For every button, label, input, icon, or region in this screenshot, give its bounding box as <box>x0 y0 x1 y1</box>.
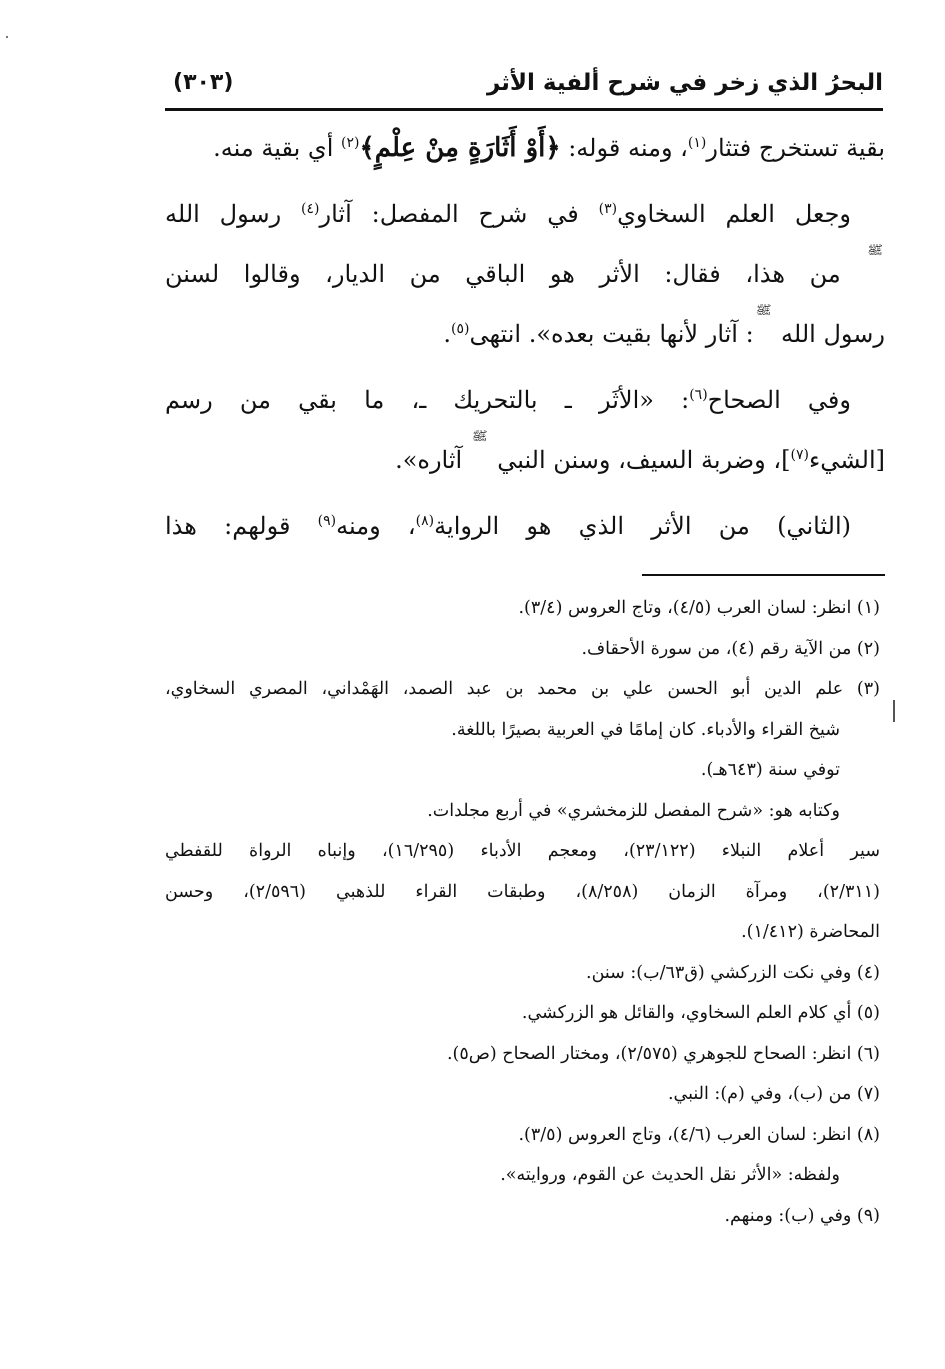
footnote-3: (٣) علم الدين أبو الحسن علي بن محمد بن عبد الصمد، الهَمْداني، المصري السخاوي، <box>165 679 880 699</box>
body-text: ، ومنه قوله: <box>560 134 688 162</box>
body-line-6 <box>165 430 885 490</box>
body-text: ، ومنه <box>336 512 416 540</box>
footnote-ref-3[interactable]: (٣) <box>598 201 618 217</box>
footnote-3-cont: توفي سنة (٦٤٣هـ). <box>700 760 840 780</box>
footnote-ref-8[interactable]: (٨) <box>415 513 435 529</box>
body-line-7 <box>165 496 885 556</box>
footnote-9: (٩) وفي (ب): ومنهم. <box>724 1205 880 1226</box>
footnote-1: (١) انظر: لسان العرب (٤/٥)، وتاج العروس (٣/٤). <box>518 598 880 618</box>
body-line-3 <box>165 244 885 304</box>
body-line-1 <box>165 118 885 178</box>
main-text <box>165 118 885 556</box>
footnote-3-sources: المحاضرة (١/٤١٢). <box>741 922 880 942</box>
body-text: رسول الله <box>165 200 302 228</box>
body-text: . <box>443 320 451 348</box>
footnote-2: (٢) من الآية رقم (٤)، من سورة الأحقاف. <box>581 638 880 659</box>
body-line-5 <box>165 370 885 430</box>
scan-speck <box>6 36 8 38</box>
body-text: : «الأثَر ـ بالتحريك ـ، ما بقي من رسم <box>165 386 690 414</box>
footnote-ref-9[interactable]: (٩) <box>317 513 337 529</box>
body-text: رسول الله <box>773 320 885 348</box>
running-title: البحرُ الذي زخر في شرح ألفية الأثر <box>486 70 883 96</box>
footnote-3-sources: سير أعلام النبلاء (٢٣/١٢٢)، ومعجم الأدباء (١٦/٢٩٥)، وإنباه الرواة للقفطي <box>165 841 880 861</box>
page-header <box>165 68 883 111</box>
body-text: (الثاني) من الأثر الذي هو الرواية <box>434 512 852 540</box>
footnotes <box>165 588 880 1236</box>
footnote-ref-1[interactable]: (١) <box>687 135 707 151</box>
footnote-6: (٦) انظر: الصحاح للجوهري (٢/٥٧٥)، ومختار الصحاح (ص٥). <box>446 1043 880 1064</box>
page-number: (٣٠٣) <box>173 70 234 95</box>
body-text: أي بقية منه. <box>213 134 342 162</box>
body-text: [الشيء <box>808 446 885 474</box>
body-text: : آثار لأنها بقيت بعده». انتهى <box>469 320 754 348</box>
footnote-3-cont: شيخ القراء والأدباء. كان إمامًا في العربية بصيرًا باللغة. <box>451 719 840 740</box>
footnote-ref-5[interactable]: (٥) <box>450 321 470 337</box>
margin-mark <box>893 700 895 722</box>
body-text: من هذا، فقال: الأثر هو الباقي من الديار، وقالوا لسنن <box>165 260 866 288</box>
body-text: وفي الصحاح <box>707 386 851 414</box>
footnote-4: (٤) وفي نكت الزركشي (ق٦٣/ب): سنن. <box>586 962 880 983</box>
body-text: وجعل العلم السخاوي <box>617 200 852 228</box>
quran-verse: ﴿أَوْ أَثَارَةٍ مِنْ عِلْمٍ﴾ <box>359 133 561 163</box>
footnote-3-sources: (٢/٣١١)، ومرآة الزمان (٨/٢٥٨)، وطبقات القراء للذهبي (٢/٥٩٦)، وحسن <box>165 881 880 902</box>
footnote-8-cont: ولفظه: «الأثر نقل الحديث عن القوم، وروايته». <box>500 1165 840 1185</box>
body-text: ]، وضربة السيف، وسنن النبي <box>489 446 791 474</box>
body-text: بقية تستخرج فتثار <box>706 134 885 162</box>
body-text: قولهم: هذا <box>165 512 318 540</box>
footnote-8: (٨) انظر: لسان العرب (٤/٦)، وتاج العروس (٣/٥). <box>518 1124 880 1145</box>
salutation-glyph: ﷺ <box>867 244 883 258</box>
salutation-glyph: ﷺ <box>471 430 488 444</box>
body-line-2 <box>165 184 885 244</box>
footnote-7: (٧) من (ب)، وفي (م): النبي. <box>667 1084 880 1104</box>
salutation-glyph: ﷺ <box>755 304 772 318</box>
footnote-ref-7[interactable]: (٧) <box>790 447 809 463</box>
body-text: آثاره». <box>395 446 470 474</box>
body-line-4 <box>165 304 885 364</box>
body-text: في شرح المفصل: آثار <box>319 200 599 228</box>
footnote-3-cont: وكتابه هو: «شرح المفصل للزمخشري» في أربع مجلدات. <box>427 800 840 821</box>
footnote-separator <box>642 574 885 576</box>
footnote-5: (٥) أي كلام العلم السخاوي، والقائل هو الزركشي. <box>521 1003 880 1023</box>
footnote-ref-2[interactable]: (٢) <box>341 135 360 151</box>
footnote-ref-4[interactable]: (٤) <box>301 201 320 217</box>
footnote-ref-6[interactable]: (٦) <box>689 387 708 403</box>
